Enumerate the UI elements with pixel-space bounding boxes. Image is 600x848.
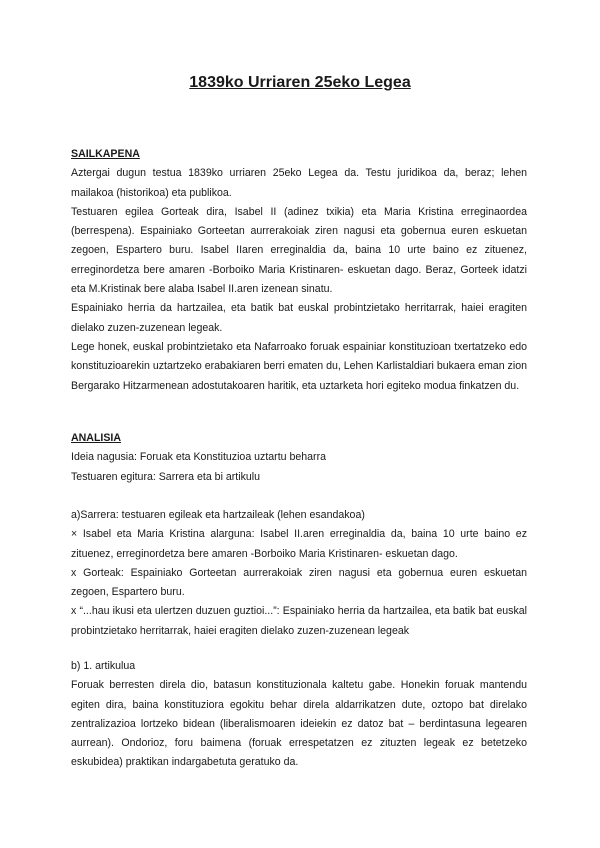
paragraph: Foruak berresten direla dio, batasun konstituzionala kaltetu gabe. Honekin foruak mantendu egiten dira, baina konstituziora egokitu behar direla aldarrikatzen dute, oztopo bat direlako zentralizazioa lortzeko bidean (liberalismoaren ideiekin ez datoz bat – berdintasuna legearen aurrean). Ondorioz, foru baimena (foruak errespetatzen ez zituzten legeak ez betetzeko eskubidea) praktikan indargabetuta geratuko da. (71, 679, 527, 769)
subsection-heading-sarrera: a)Sarrera: testuaren egileak eta hartzaileak (lehen esandakoa) (71, 509, 365, 521)
analysis-line: Ideia nagusia: Foruak eta Konstituzioa uztartu beharra (71, 451, 326, 464)
paragraph: Testuaren egilea Gorteak dira, Isabel II (adinez txikia) eta Maria Kristina erreginaordea (berrespena). Espainiako Gorteetan aurrerakoiak ziren nagusi eta gobernua euren eskuetan zegoen, Espartero buru. Isabel IIaren erreginaldia da, baina 10 urte baino ez zituenez, erreginordetza bere amaren -Borboiko Maria Kristinaren- eskuetan dago. Beraz, Gorteek idatzi eta M.Kristinak bere alaba Isabel II.aren izenean sinatu. (71, 205, 527, 296)
paragraph: Espainiako herria da hartzailea, eta batik bat euskal probintzietako herritarrak, haiei eragiten dielako zuzen-zuzenean legeak. (71, 302, 527, 334)
analysis-line: Testuaren egitura: Sarrera eta bi artikulu (71, 470, 261, 483)
list-item: × Isabel eta Maria Kristina alarguna: Isabel II.aren erreginaldia da, baina 10 urte baino ez zituenez, erreginordetza bere amaren -Borboiko Maria Kristinaren- eskuetan dago. (71, 528, 527, 560)
paragraph: Lege honek, euskal probintzietako eta Nafarroako foruak espainiar konstituzioan txertatzeko edo konstituzioarekin uztartzeko erabakiaren berri ematen du, Lehen Karlistaldiari bukaera eman zion Bergarako Hitzarmenean adostutakoaren haritik, eta uztarketa hori egiteko modua finkatzen du. (71, 340, 527, 392)
section-analisia (71, 429, 527, 487)
section-heading-sailkapena: SAILKAPENA (71, 148, 140, 160)
paragraph: Aztergai dugun testua 1839ko urriaren 25eko Legea da. Testu juridikoa da, beraz; lehen mailakoa (historikoa) eta publikoa. (71, 167, 527, 199)
section-heading-analisia: ANALISIA (71, 432, 122, 444)
subsection-artikulua (71, 657, 527, 773)
subsection-sarrera (71, 506, 527, 641)
document-title: 1839ko Urriaren 25eko Legea (189, 74, 411, 91)
subsection-heading-artikulua: b) 1. artikulua (71, 660, 136, 672)
list-item: x “...hau ikusi eta ulertzen duzuen guztioi...”: Espainiako herria da hartzailea, eta batik bat euskal probintzietako herritarrak, haiei eragiten dielako zuzen-zuzenean legeak (71, 605, 527, 637)
section-sailkapena (71, 145, 527, 396)
list-item: x Gorteak: Espainiako Gorteetan aurrerakoiak ziren nagusi eta gobernua euren eskuetan zegoen, Espartero buru. (71, 566, 527, 599)
